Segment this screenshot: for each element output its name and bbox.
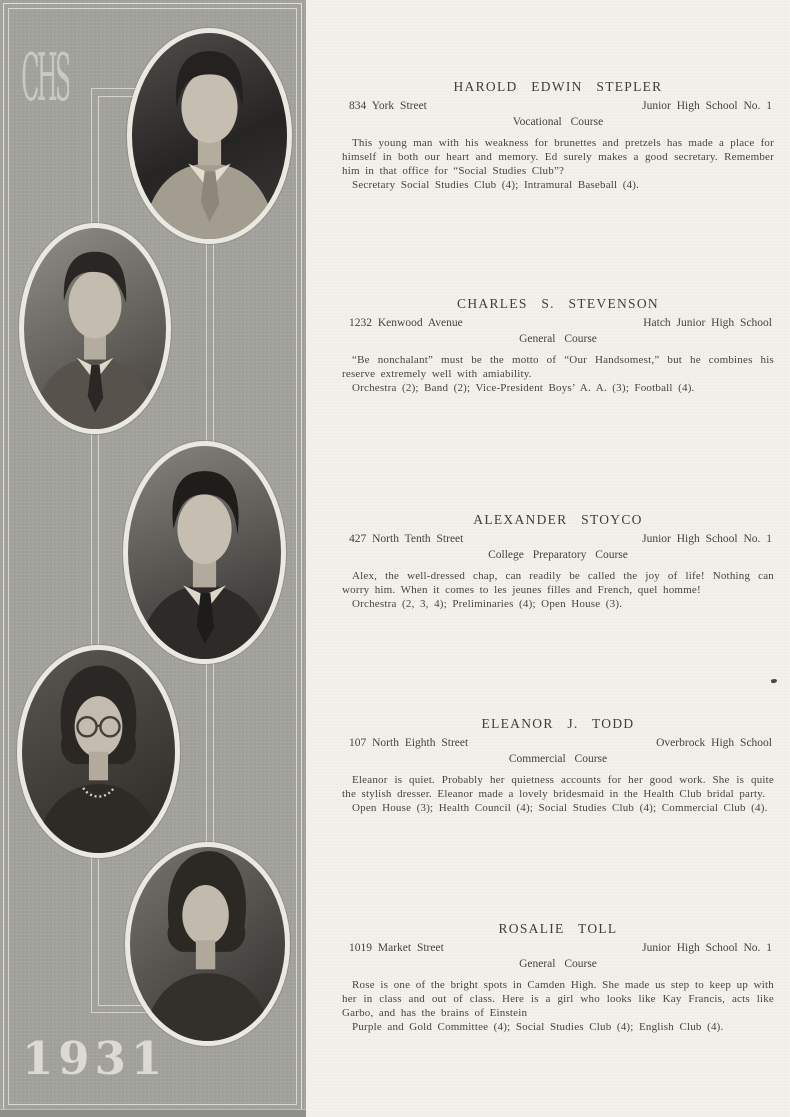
student-course: General Course [519, 333, 597, 345]
student-description: Eleanor is quiet. Probably her quietness accounts for her good work. She is quite the stylish dresser. Eleanor made a lovely bridesmaid in the Health Club bridal party. [342, 774, 774, 800]
face [177, 494, 231, 564]
portrait-photo-alexander-stoyco [123, 441, 286, 664]
face [182, 885, 229, 945]
student-address: 107 North Eighth Street [349, 737, 469, 749]
student-school: Junior High School No. 1 [642, 942, 772, 954]
student-school: Junior High School No. 1 [642, 533, 772, 545]
student-address: 1232 Kenwood Avenue [349, 317, 463, 329]
student-address: 834 York Street [349, 100, 427, 112]
portrait-photo-charles-stevenson [19, 223, 171, 434]
student-course: Vocational Course [512, 116, 604, 128]
face [69, 271, 122, 339]
student-description: This young man with his weakness for brunettes and pretzels has made a place for himself in both our heart and memory. Ed surely makes a good secretary. Remember him in that office for “Social Studies Club”? [342, 137, 774, 177]
portrait-photo-harold-stepler [127, 28, 292, 244]
student-course: Commercial Course [508, 753, 608, 765]
student-name: HAROLD EDWIN STEPLER [453, 79, 663, 94]
student-description: Alex, the well-dressed chap, can readily be called the joy of life! Nothing can worry him. When it comes to les jeunes filles and French, quel homme! [342, 570, 774, 596]
student-activities: Open House (3); Health Council (4); Social Studies Club (4); Commercial Club (4). [352, 802, 768, 814]
chs-monogram-icon [21, 27, 69, 114]
student-school: Hatch Junior High School [643, 317, 772, 329]
year-label: 1931 [22, 1032, 168, 1085]
student-activities: Secretary Social Studies Club (4); Intramural Baseball (4). [352, 179, 640, 191]
student-address: 1019 Market Street [349, 942, 444, 954]
student-name: ALEXANDER STOYCO [473, 512, 643, 527]
portrait-photo-eleanor-todd [17, 645, 180, 858]
student-school: Overbrock High School [656, 737, 772, 749]
student-address: 427 North Tenth Street [349, 533, 464, 545]
student-name: ELEANOR J. TODD [481, 716, 635, 731]
portrait-photo-rosalie-toll [125, 842, 290, 1046]
student-entry-stoyco [342, 512, 774, 611]
student-description: Rose is one of the bright spots in Camden High. She made us step to keep up with her in class and out of class. Here is a girl who looks like Kay Francis, acts like Garbo, and has the brains of Einstein [342, 979, 774, 1019]
student-entry-stepler [342, 79, 774, 192]
monogram-text: CHS [21, 38, 69, 109]
student-name: ROSALIE TOLL [498, 921, 618, 936]
student-activities: Purple and Gold Committee (4); Social Studies Club (4); English Club (4). [352, 1021, 724, 1033]
student-activities: Orchestra (2); Band (2); Vice-President Boys’ A. A. (3); Football (4). [352, 382, 695, 394]
neck [89, 752, 108, 781]
student-name: CHARLES S. STEVENSON [457, 296, 659, 311]
face [181, 71, 237, 143]
student-description: “Be nonchalant” must be the motto of “Our Handsomest,” but he combines his reserve extremely well with amiability. [342, 354, 774, 380]
student-activities: Orchestra (2, 3, 4); Preliminaries (4); Open House (3). [352, 598, 623, 610]
deco-line [91, 1012, 151, 1013]
photo-panel [0, 0, 306, 1117]
ink-speck [771, 678, 778, 683]
neck [196, 940, 215, 969]
entries-column [342, 0, 774, 1117]
student-entry-toll [342, 921, 774, 1034]
student-entry-todd [342, 716, 774, 815]
student-course: College Preparatory Course [488, 549, 628, 561]
student-entry-stevenson [342, 296, 774, 395]
student-course: General Course [519, 958, 597, 970]
student-school: Junior High School No. 1 [642, 100, 772, 112]
panel-bottom-strip [0, 1109, 306, 1117]
